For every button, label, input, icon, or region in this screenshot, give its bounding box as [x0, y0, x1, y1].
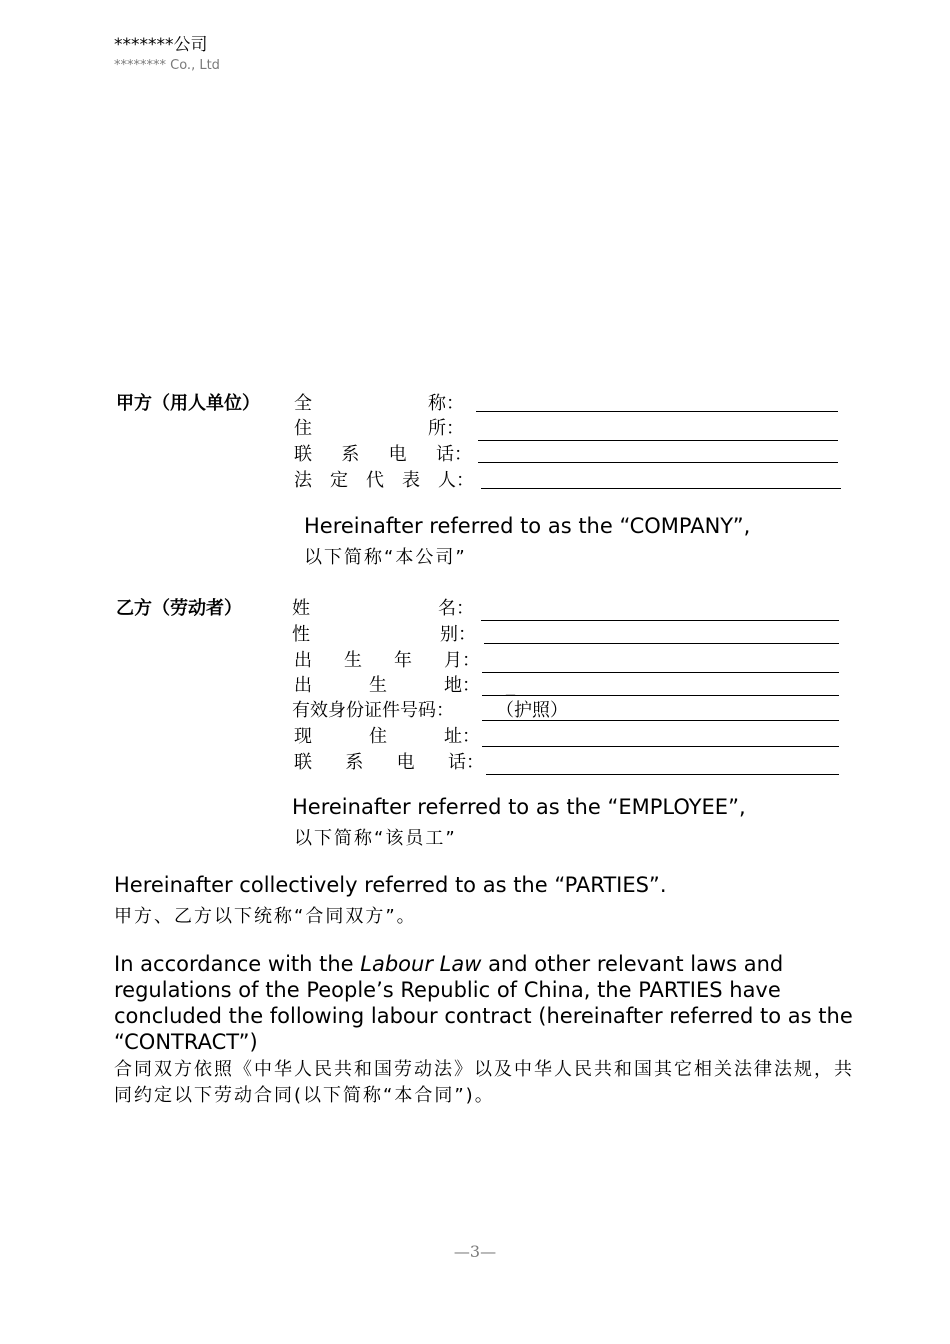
- accordance-paragraph: [114, 951, 854, 1109]
- party-a-referred-cn: 以下简称“本公司”: [304, 547, 467, 568]
- party-a-representative-line[interactable]: [481, 488, 841, 489]
- party-b-referred-cn: 以下简称“该员工”: [294, 828, 457, 849]
- party-a-label: 甲方（用人单位）: [116, 393, 260, 414]
- party-b-birth-date-label: 出 生 年 月：: [294, 650, 480, 671]
- party-b-name-label: 姓 名：: [292, 598, 474, 619]
- parties-cn: 甲方、乙方以下统称“合同双方”。: [114, 906, 417, 927]
- party-a-address-line[interactable]: [478, 440, 838, 441]
- party-b-address-label: 现 住 址：: [294, 726, 480, 747]
- parties-en: Hereinafter collectively referred to as the “PARTIES”.: [114, 873, 667, 897]
- party-a-full-name-label: 全 称：: [294, 393, 464, 414]
- party-b-address-line[interactable]: [482, 746, 839, 747]
- party-b-gender-label: 性 别：: [292, 624, 476, 645]
- party-a-phone-label: 联 系 电 话：: [294, 444, 472, 465]
- party-b-id-number-line[interactable]: [482, 720, 839, 721]
- party-b-phone-label: 联 系 电 话：: [294, 752, 484, 773]
- party-a-referred-en: Hereinafter referred to as the “COMPANY”,: [304, 514, 751, 538]
- party-b-birth-date-line[interactable]: [482, 672, 839, 673]
- company-name-en: ******** Co., Ltd: [114, 58, 220, 73]
- party-b-phone-line[interactable]: [486, 774, 839, 775]
- party-b-birthplace-label: 出 生 地：: [294, 675, 480, 696]
- accordance-en: In accordance with the Labour Law and other relevant laws and regulations of the People’s Republic of China, the PARTIES have concluded the following labour contract (hereinafter referred to as the “CONTRACT”): [114, 952, 853, 1054]
- party-b-gender-line[interactable]: [484, 643, 839, 644]
- accordance-cn: 合同双方依照《中华人民共和国劳动法》以及中华人民共和国其它相关法律法规，共同约定以下劳动合同(以下简称“本合同”)。: [114, 1059, 854, 1106]
- party-a-full-name-line[interactable]: [476, 411, 838, 412]
- party-b-label: 乙方（劳动者）: [116, 598, 242, 619]
- party-b-name-line[interactable]: [481, 620, 839, 621]
- party-b-referred-en: Hereinafter referred to as the “EMPLOYEE”,: [292, 795, 746, 819]
- page-number: —3—: [453, 1242, 497, 1261]
- party-b-id-number-value: （护照）: [496, 700, 568, 721]
- party-b-birthplace-value: _: [506, 676, 515, 697]
- party-a-phone-line[interactable]: [478, 462, 838, 463]
- party-a-address-label: 住 所：: [294, 418, 464, 439]
- company-name-cn: *******公司: [114, 35, 208, 55]
- party-a-representative-label: 法 定 代 表 人：: [294, 470, 474, 491]
- party-b-id-number-label: 有效身份证件号码：: [292, 700, 454, 721]
